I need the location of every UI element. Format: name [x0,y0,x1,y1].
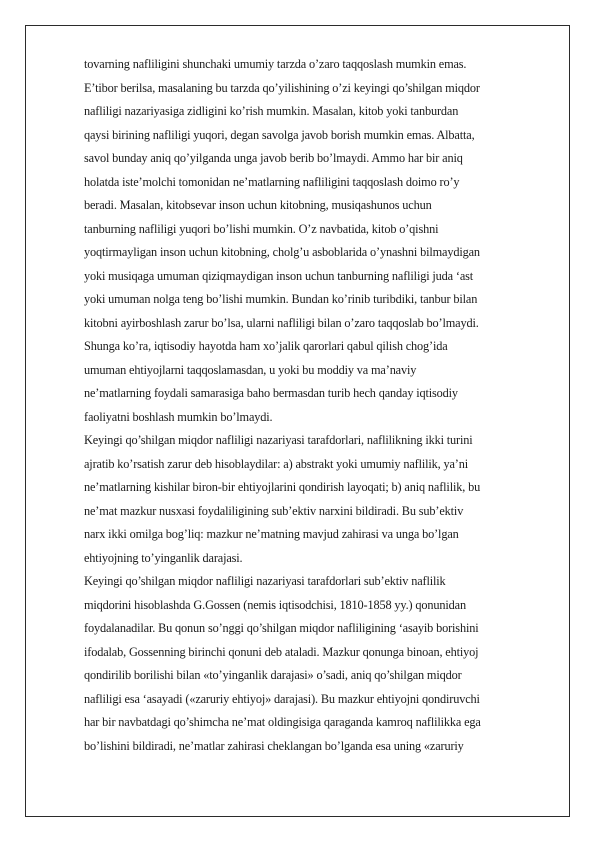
text-line: foydalanadilar. Bu qonun so’nggi qo’shilgan miqdor nafliligining ‘asayib borishini [84,621,479,635]
text-line: savol bunday aniq qo’yilganda unga javob berib bo’lmaydi. Ammo har bir aniq [84,151,463,165]
text-line: Keyingi qo’shilgan miqdor nafliligi nazariyasi tarafdorlari, naflilikning ikki turini [84,433,473,447]
document-body [84,53,554,758]
text-line: ehtiyojning to’yinganlik darajasi. [84,550,243,565]
text-line: Keyingi qo’shilgan miqdor nafliligi nazariyasi tarafdorlari sub’ektiv naflilik [84,574,446,588]
text-line: qaysi birining nafliligi yuqori, degan savolga javob borish mumkin emas. Albatta, [84,127,475,142]
text-line: ne’matlarning kishilar biron-bir ehtiyojlarini qondirish layoqati; b) aniq naflilik, bu [84,480,481,494]
text-line: yoki musiqaga umuman qiziqmaydigan inson uchun tanburning nafliligi juda ‘ast [84,268,474,283]
text-line: bo’lishini bildiradi, ne’matlar zahirasi cheklangan bo’lganda esa uning «zaruriy [84,738,464,753]
text-line: umuman ehtiyojlarni taqqoslamasdan, u yoki bu moddiy va ma’naviy [84,362,417,377]
text-line: E’tibor berilsa, masalaning bu tarzda qo’yilishining o’zi keyingi qo’shilgan miqdor [84,80,480,95]
text-line: ifodalab, Gossenning birinchi qonuni deb ataladi. Mazkur qonunga binoan, ehtiyoj [84,644,479,659]
text-line: holatda iste’molchi tomonidan ne’matlarning nafliligini taqqoslash doimo ro’y [84,174,460,189]
text-line: narx ikki omilga bog’liq: mazkur ne’matning mavjud zahirasi va unga bo’lgan [84,527,459,541]
text-line: yoqtirmayligan inson uchun kitobning, cholg’u asboblarida o’ynashni bilmaydigan [84,245,480,259]
text-line: ne’matlarning foydali samarasiga baho bermasdan turib hech qanday iqtisodiy [84,386,458,400]
text-line: ne’mat mazkur nusxasi foydaliligining sub’ektiv narxini bildiradi. Bu sub’ektiv [84,503,464,518]
text-line: qondirilib borilishi bilan «to’yinganlik darajasi» o’sadi, aniq qo’shilgan miqdor [84,668,462,682]
text-line: tovarning nafliligini shunchaki umumiy tarzda o’zaro taqqoslash mumkin emas. [84,57,467,71]
text-line: kitobni ayirboshlash zarur bo’lsa, ularni nafliligi bilan o’zaro taqqoslab bo’lmaydi. [84,315,479,330]
text-line: nafliligi esa ‘asayadi («zaruriy ehtiyoj» darajasi). Bu mazkur ehtiyojni qondiruvchi [84,691,480,706]
text-line: Shunga ko’ra, iqtisodiy hayotda ham xo’jalik qarorlari qabul qilish chog’ida [84,339,448,353]
text-line: nafliligi nazariyasiga zidligini ko’rish mumkin. Masalan, kitob yoki tanburdan [84,104,459,118]
text-line: faoliyatni boshlash mumkin bo’lmaydi. [84,409,273,424]
text-line: tanburning nafliligi yuqori bo’lishi mumkin. O’z navbatida, kitob o’qishni [84,221,439,236]
text-line: har bir navbatdagi qo’shimcha ne’mat oldingisiga qaraganda kamroq naflilikka ega [84,715,481,729]
text-line: beradi. Masalan, kitobsevar inson uchun kitobning, musiqashunos uchun [84,198,432,212]
text-line: yoki umuman nolga teng bo’lishi mumkin. Bundan ko’rinib turibdiki, tanbur bilan [84,292,478,306]
text-line: miqdorini hisoblashda G.Gossen (nemis iqtisodchisi, 1810-1858 yy.) qonunidan [84,597,466,612]
text-line: ajratib ko’rsatish zarur deb hisoblaydilar: a) abstrakt yoki umumiy naflilik, ya’ni [84,456,469,471]
